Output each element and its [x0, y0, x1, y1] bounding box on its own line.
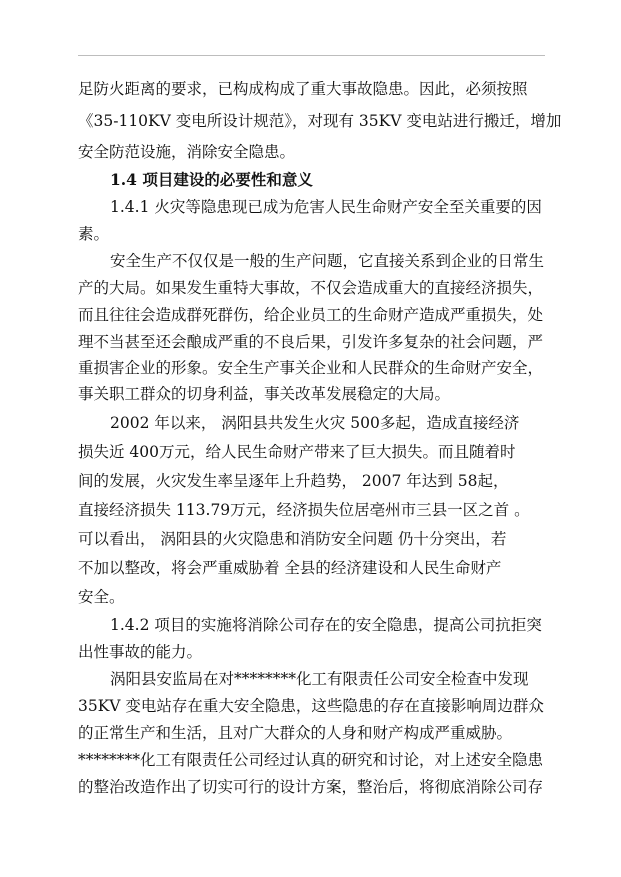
text-line: 重损害企业的形象。安全生产事关企业和人民群众的生命财产安全，	[78, 359, 544, 377]
text-line: 安全生产不仅仅是一般的生产问题，它直接关系到企业的日常生	[110, 252, 545, 270]
text-line: 足防火距离的要求，已构成构成了重大事故隐患。因此，必须按照	[78, 80, 528, 98]
section-heading: 1.4 项目建设的必要性和意义	[110, 170, 313, 189]
text-line: 的整治改造作出了切实可行的设计方案，整治后，将彻底消除公司存	[78, 778, 544, 796]
text-line: 直接经济损失 113.79万元，经济损失位居亳州市三县一区之首 。	[78, 501, 530, 519]
text-line: ********化工有限责任公司经过认真的研究和讨论，对上述安全隐患	[78, 751, 544, 769]
text-line: 可以看出， 涡阳县的火灾隐患和消防安全问题 仍十分突出，若	[78, 530, 507, 548]
text-line: 安全防范设施，消除安全隐患。	[78, 143, 296, 161]
text-line: 理不当甚至还会酿成严重的不良后果，引发许多复杂的社会问题，严	[78, 333, 544, 351]
text-line: 出性事故的能力。	[78, 643, 203, 661]
text-line: 《35-110KV 变电所设计规范》，对现有 35KV 变电站进行搬迁，增加	[78, 112, 562, 130]
text-line: 损失近 400万元，给人民生命财产带来了巨大损失。而且随着时	[78, 443, 516, 461]
text-line: 而且往往会造成群死群伤，给企业员工的生命财产造成严重损失，处	[78, 306, 544, 324]
header-rule	[78, 55, 545, 56]
text-line: 安全。	[78, 588, 125, 606]
subsection-heading: 1.4.2 项目的实施将消除公司存在的安全隐患，提高公司抗拒突	[110, 616, 542, 634]
text-line: 涡阳县安监局在对********化工有限责任公司安全检查中发现	[110, 670, 529, 688]
text-line: 35KV 变电站存在重大安全隐患，这些隐患的存在直接影响周边群众	[78, 697, 544, 715]
text-line: 的正常生产和生活，且对广大群众的人身和财产构成严重威胁。	[78, 724, 513, 742]
text-line: 2002 年以来， 涡阳县共发生火灾 500多起，造成直接经济	[110, 414, 520, 432]
text-line: 不加以整改，将会严重威胁着 全县的经济建设和人民生命财产	[78, 559, 502, 577]
text-line: 事关职工群众的切身利益，事关改革发展稳定的大局。	[78, 385, 451, 403]
subsection-heading: 1.4.1 火灾等隐患现已成为危害人民生命财产安全至关重要的因	[110, 198, 542, 216]
text-line: 间的发展，火灾发生率呈逐年上升趋势， 2007 年达到 58起，	[78, 472, 509, 490]
text-line: 素。	[78, 225, 110, 243]
text-line: 产的大局。如果发生重特大事故，不仅会造成重大的直接经济损失，	[78, 279, 544, 297]
